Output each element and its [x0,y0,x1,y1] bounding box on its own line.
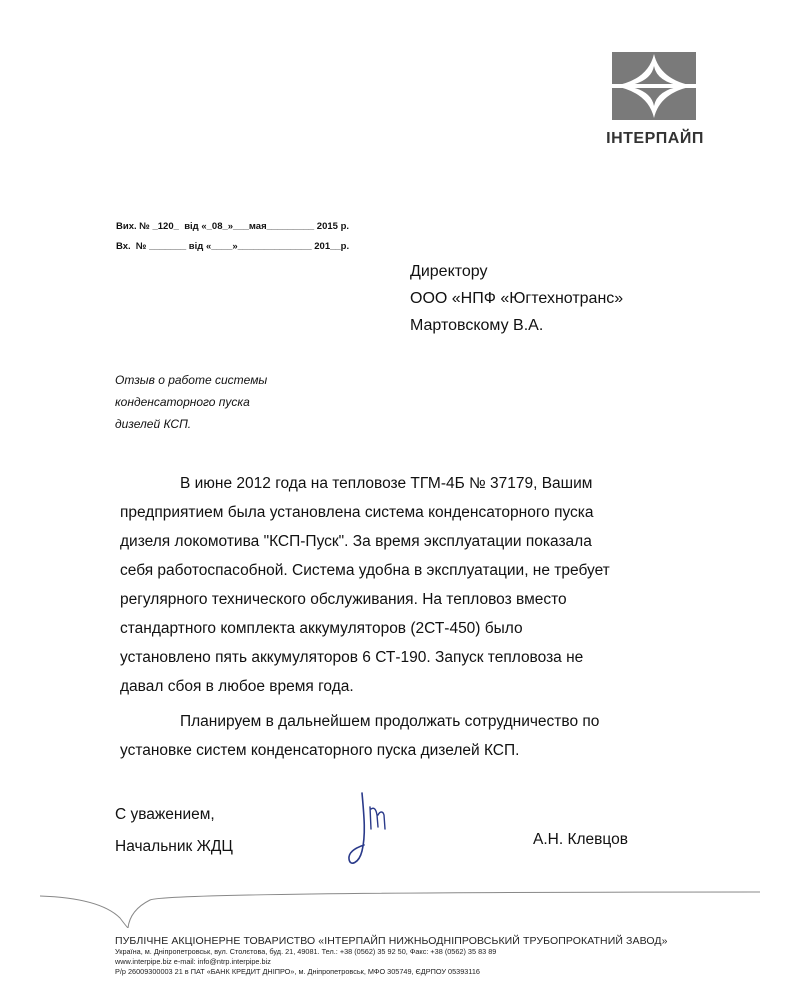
subject-line: Отзыв о работе системы [115,373,268,387]
signer-position: Начальник ЖДЦ [115,838,233,855]
body-line: предприятием была установлена система конденсаторного пуска [120,504,594,521]
footer-bank: Р/р 26009300003 21 в ПАТ «БАНК КРЕДИТ ДНІПРО», м. Дніпропетровськ, МФО 305749, ЄДРПОУ 05393116 [115,967,480,976]
body-line: Планируем в дальнейшем продолжать сотрудничество по [180,713,600,730]
closing-block [115,799,233,863]
outgoing-reference: Вих. № _120_ від «_08_»___мая_________ 2015 р. [116,221,350,232]
body-paragraph-1 [120,469,680,701]
signature-icon [340,785,400,870]
brand-name: ІНТЕРПАЙП [606,130,704,147]
body-line: дизеля локомотива "КСП-Пуск". За время эксплуатации показала [120,533,592,550]
recipient-company: ООО «НПФ «Югтехнотранс» [410,290,624,307]
recipient-block [410,258,623,339]
footer-address: Україна, м. Дніпропетровськ, вул. Столєтова, буд. 21, 49081. Тел.: +38 (0562) 35 92 50, Факс: +38 (0562) 35 83 89 [115,947,497,956]
body-line: давал сбоя в любое время года. [120,678,354,695]
body-line: регулярного технического обслуживания. На тепловоз вместо [120,591,567,608]
body-line: В июне 2012 года на тепловозе ТГМ-4Б № 37179, Вашим [180,475,593,492]
body-line: установке систем конденсаторного пуска дизелей КСП. [120,742,520,759]
incoming-reference: Вх. № _______ від «____»______________ 201__р. [116,241,350,252]
body-paragraph-2 [120,707,680,765]
footer-curve-icon [40,888,760,928]
body-line: себя работоспасобной. Система удобна в эксплуатации, не требует [120,562,610,579]
recipient-title: Директору [410,263,488,280]
body-line: стандартного комплекта аккумуляторов (2СТ-450) было [120,620,523,637]
subject-block [115,369,267,435]
footer-web: www.interpipe.biz e-mail: info@ntrp.interpipe.biz [115,957,271,966]
body-line: установлено пять аккумуляторов 6 СТ-190. Запуск тепловоза не [120,649,584,666]
subject-line: конденсаторного пуска [115,395,250,409]
footer-company: ПУБЛІЧНЕ АКЦІОНЕРНЕ ТОВАРИСТВО «ІНТЕРПАЙП НИЖНЬОДНІПРОВСЬКИЙ ТРУБОПРОКАТНИЙ ЗАВОД» [115,935,668,947]
subject-line: дизелей КСП. [115,417,192,431]
interpipe-logo-icon [612,52,696,120]
closing-regards: С уважением, [115,806,215,823]
recipient-name: Мартовскому В.А. [410,317,544,334]
footer [115,935,715,977]
signer-name: А.Н. Клевцов [533,831,628,848]
